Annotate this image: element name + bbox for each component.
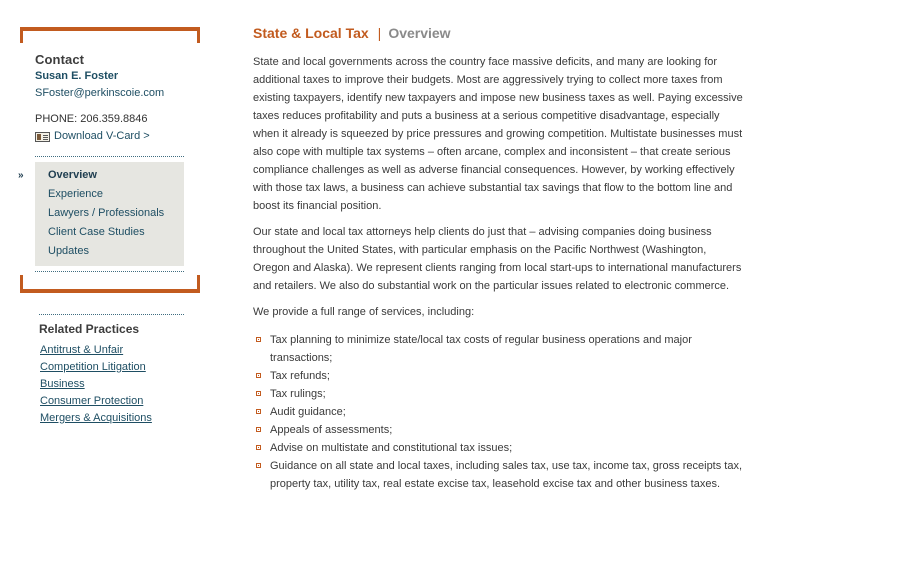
nav-item-label: Updates <box>48 245 89 257</box>
active-marker-icon: » <box>18 170 24 181</box>
nav-item-label: Client Case Studies <box>48 226 145 238</box>
bullet-icon <box>256 409 261 414</box>
vcard-label: Download V-Card > <box>54 130 150 142</box>
related-link-competition-litigation[interactable]: Competition Litigation <box>40 361 146 373</box>
bullet-icon <box>256 463 261 468</box>
list-item-text: Tax refunds; <box>270 370 330 382</box>
nav-item-updates[interactable] <box>35 242 184 261</box>
page-title <box>253 24 743 42</box>
contact-block <box>20 43 200 145</box>
section-nav <box>18 162 184 266</box>
nav-item-label: Lawyers / Professionals <box>48 207 165 219</box>
list-item <box>253 331 743 367</box>
related-link-mergers-acquisitions[interactable]: Mergers & Acquisitions <box>40 412 152 424</box>
bullet-icon <box>256 373 261 378</box>
clients-paragraph: Our state and local tax attorneys help clients do just that – advising companies doing business throughout the United States, with particular emphasis on the Pacific Northwest (Washington, Oregon and Alaska). We represent clients ranging from local start-ups to international manufacturers and retailers. We also do substantial work on the particular issues related to electronic commerce. <box>253 226 742 292</box>
bullet-icon <box>256 445 261 450</box>
related-link-business[interactable]: Business <box>40 378 85 390</box>
sidebar-bracket-bottom <box>20 275 200 293</box>
section-subtitle: Overview <box>388 25 451 41</box>
divider <box>35 271 184 272</box>
nav-item-experience[interactable] <box>35 185 184 204</box>
contact-heading: Contact <box>35 52 85 67</box>
list-item-text: Audit guidance; <box>270 406 346 418</box>
nav-item-lawyers-professionals[interactable] <box>35 204 184 223</box>
list-item-text: Tax planning to minimize state/local tax costs of regular business operations and major transactions; <box>270 334 692 364</box>
list-item <box>253 403 743 421</box>
intro-paragraph: State and local governments across the country face massive deficits, and many are looking for additional taxes to improve their budgets. Most are aggressively trying to collect more taxes from existing taxpayers, identify new taxpayers and impose new business taxes as well. Paying excessive taxes reduces profitability and puts a business at a serious competitive disadvantage, especially when it already is squeezed by price pressures and growing competition. Multistate businesses must also cope with multiple tax systems – often arcane, complex and inconsistent – that create serious compliance challenges as well as adverse financial consequences. However, by working effectively with those tax laws, a business can achieve substantial tax savings that flow to the bottom line and boost its financial position. <box>253 56 743 212</box>
list-item-text: Appeals of assessments; <box>270 424 393 436</box>
sidebar <box>20 27 200 293</box>
nav-item-overview[interactable] <box>18 166 184 185</box>
title-separator: | <box>377 25 382 41</box>
contact-phone: PHONE: 206.359.8846 <box>35 113 148 125</box>
sidebar-bracket-top <box>20 27 200 43</box>
nav-item-client-case-studies[interactable] <box>35 223 184 242</box>
list-item <box>253 385 743 403</box>
bullet-icon <box>256 391 261 396</box>
list-item <box>253 439 743 457</box>
related-practices-heading: Related Practices <box>39 322 140 336</box>
list-item-text: Tax rulings; <box>270 388 326 400</box>
list-item <box>253 457 743 493</box>
list-item <box>253 367 743 385</box>
contact-email-link[interactable]: SFoster@perkinscoie.com <box>35 87 165 99</box>
divider <box>35 156 184 157</box>
related-link-antitrust[interactable]: Antitrust & Unfair <box>40 344 124 356</box>
practice-title: State & Local Tax <box>253 25 369 41</box>
list-item-text: Advise on multistate and constitutional tax issues; <box>270 442 513 454</box>
download-vcard-link[interactable] <box>35 128 200 145</box>
services-list <box>253 331 743 493</box>
list-item <box>253 421 743 439</box>
main-content <box>253 24 743 493</box>
bullet-icon <box>256 427 261 432</box>
related-link-consumer-protection[interactable]: Consumer Protection <box>40 395 144 407</box>
list-item-text: Guidance on all state and local taxes, including sales tax, use tax, income tax, gross receipts tax, property tax, utility tax, real estate excise tax, leasehold excise tax and other business taxes. <box>270 460 743 490</box>
bullet-icon <box>256 337 261 342</box>
nav-item-label: Overview <box>48 169 97 181</box>
nav-item-label: Experience <box>48 188 104 200</box>
vcard-icon <box>35 132 50 142</box>
contact-name: Susan E. Foster <box>35 70 119 82</box>
services-intro: We provide a full range of services, including: <box>253 306 475 318</box>
related-practices <box>39 314 184 427</box>
